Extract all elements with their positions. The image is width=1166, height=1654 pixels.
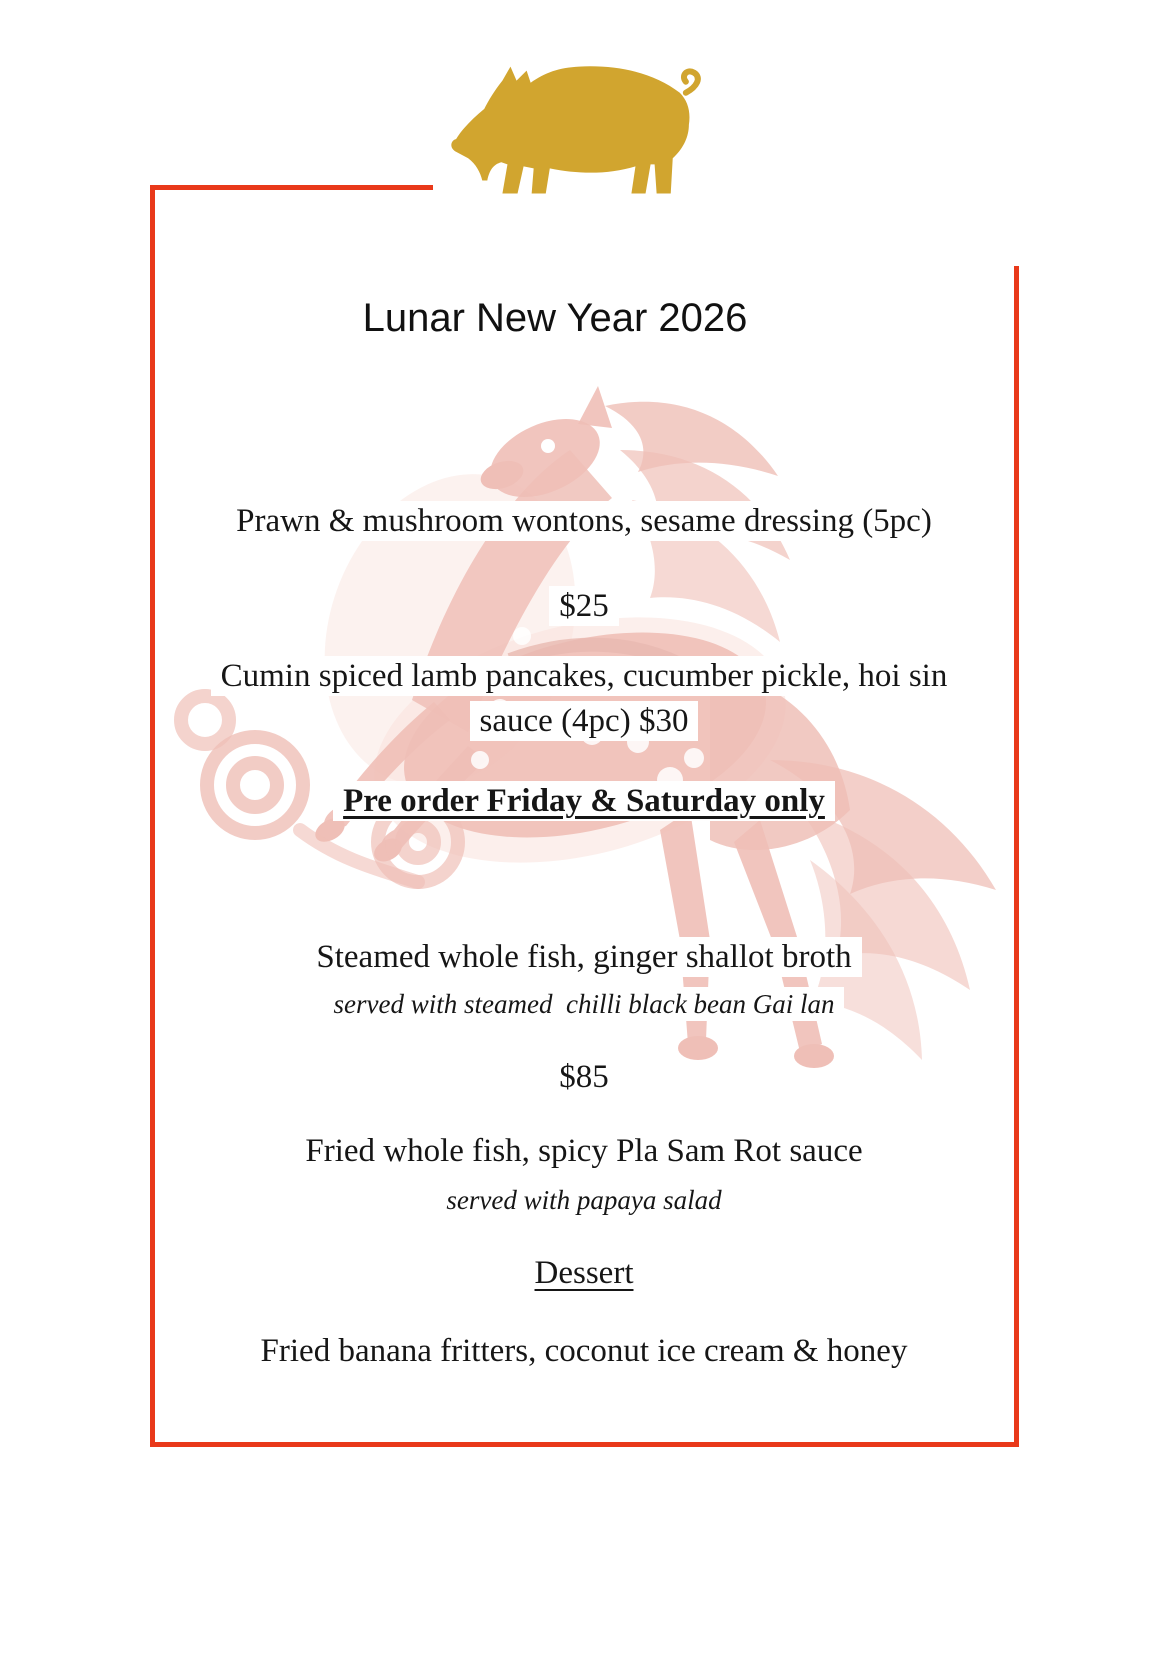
menu-item-line: Cumin spiced lamb pancakes, cucumber pickle, hoi sin [150, 655, 1018, 697]
price-text: $25 [150, 585, 1018, 627]
price-text: $85 [150, 1056, 1018, 1098]
menu-border-top [150, 185, 433, 190]
page-title: Lunar New Year 2026 [362, 296, 748, 340]
menu-item-line: Fried whole fish, spicy Pla Sam Rot sauce [150, 1130, 1018, 1172]
menu-note-line: served with papaya salad [150, 1182, 1018, 1218]
menu-note-line: served with steamed chilli black bean Gai lan [150, 986, 1018, 1022]
preorder-notice: Pre order Friday & Saturday only [150, 780, 1018, 822]
pig-icon [448, 50, 706, 196]
section-heading-dessert: Dessert [150, 1252, 1018, 1294]
menu-item-line: sauce (4pc) $30 [150, 700, 1018, 742]
menu-item-line: Fried banana fritters, coconut ice cream & honey [150, 1330, 1018, 1372]
menu-border-bottom [150, 1442, 1019, 1447]
menu-item-line: Steamed whole fish, ginger shallot broth [150, 936, 1018, 978]
menu-item-line: Prawn & mushroom wontons, sesame dressing (5pc) [150, 500, 1018, 542]
